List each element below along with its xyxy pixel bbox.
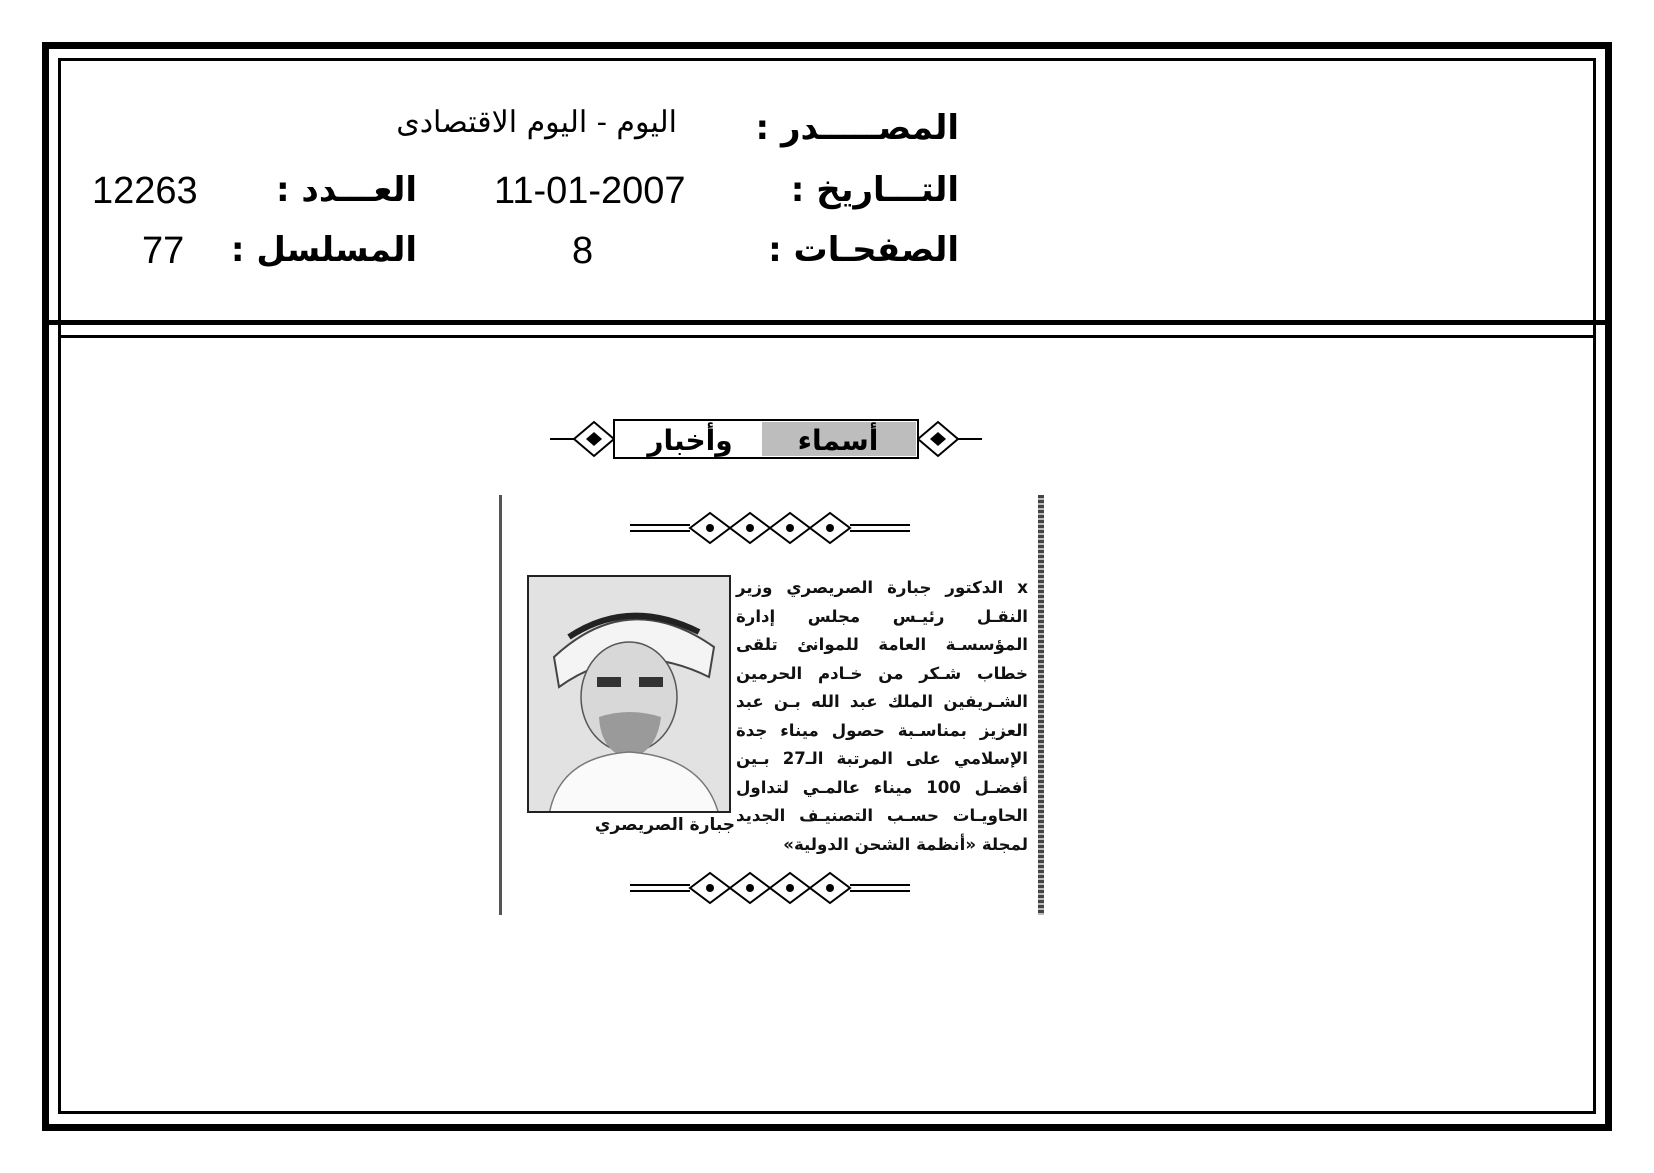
ornament-bottom bbox=[630, 870, 910, 906]
source-value: اليوم - اليوم الاقتصادى bbox=[396, 105, 677, 140]
banner-left-text: وأخبار bbox=[647, 424, 733, 457]
serial-value: 77 bbox=[142, 230, 185, 272]
header-divider bbox=[42, 320, 1612, 325]
source-label: المصـــــدر : bbox=[755, 108, 959, 148]
pages-value: 8 bbox=[572, 230, 594, 272]
date-label: التـــاريخ : bbox=[790, 170, 959, 210]
issue-value: 12263 bbox=[92, 170, 198, 212]
photo-caption: جبارة الصريصري bbox=[594, 815, 736, 835]
header-divider-inner bbox=[58, 335, 1596, 338]
serial-label: المسلسل : bbox=[230, 230, 417, 270]
pages-label: الصفحـات : bbox=[768, 230, 959, 270]
section-banner bbox=[550, 408, 982, 470]
column-rule-left bbox=[499, 495, 502, 915]
portrait-photo bbox=[527, 575, 731, 813]
column-rule-right bbox=[1038, 495, 1044, 915]
ornament-top bbox=[630, 510, 910, 546]
date-value: 11-01-2007 bbox=[494, 170, 686, 212]
portrait-icon bbox=[529, 577, 731, 813]
banner-right-text: أسماء bbox=[797, 424, 879, 457]
article-text: x الدكتور جبارة الصريصري وزير النقـل رئيـس مجلس إدارة المؤسسـة العامة للموانئ تلقى خطاب شـكر من خـادم الحرمين الشـريفين الملك عبد الله بـن عبد العزيز بمناسـبة حصول ميناء جدة الإسلامي على المرتبة الـ27 بـين أفضـل 100 ميناء عالمـي لتداول الحاويـات حسـب التصنيـف الجديد لمجلة «أنظمة الشحن الدولية» bbox=[736, 578, 1028, 854]
issue-label: العـــدد : bbox=[276, 170, 417, 210]
